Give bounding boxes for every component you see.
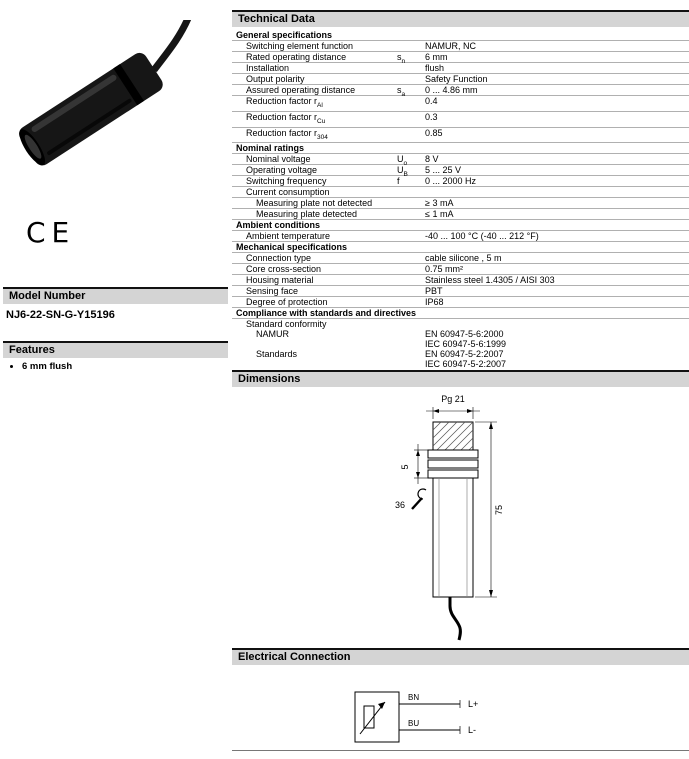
table-row (232, 165, 689, 179)
table-section-row (232, 242, 689, 253)
table-label: Standards (256, 349, 298, 360)
table-label: Housing material (246, 275, 314, 286)
table-label: Measuring plate detected (256, 209, 358, 220)
table-label: Switching frequency (246, 176, 327, 187)
feature-item: • 6 mm flush (22, 361, 72, 372)
table-label: Degree of protection (246, 297, 328, 308)
dimensions-header: Dimensions (232, 370, 689, 387)
table-label: Assured operating distance (246, 85, 356, 95)
table-row (232, 349, 689, 369)
table-section-row (232, 308, 689, 319)
table-label: NAMUR (256, 329, 289, 340)
table-value: 0.85 (425, 127, 443, 138)
table-symbol: $s_n$ (397, 52, 406, 65)
table-label: Switching element function (246, 41, 354, 51)
table-value: cable silicone , 5 m (425, 253, 502, 264)
table-label: Ambient conditions (236, 220, 320, 231)
table-value: flush (425, 63, 445, 73)
table-value: IP68 (425, 297, 444, 308)
table-row (232, 96, 689, 112)
terminal-lminus-label: L- (468, 725, 477, 735)
cable (450, 597, 460, 640)
table-row (232, 209, 689, 220)
ce-mark: CE (26, 216, 76, 249)
table-symbol: $s_a$ (397, 85, 406, 98)
table-label: Reduction factor $r_{Cu}$ (246, 111, 326, 125)
wrench-size-label: 36 (394, 500, 406, 510)
bottom-rule (232, 750, 689, 751)
table-value: ≥ 3 mA (425, 198, 454, 209)
table-value: 8 V (425, 154, 439, 165)
table-value: 0.4 (425, 96, 438, 106)
dimension-drawing (378, 392, 548, 642)
table-label: Ambient temperature (246, 231, 331, 242)
circuit-diagram (340, 686, 530, 748)
table-row (232, 187, 689, 198)
table-label: Reduction factor $r_{Al}$ (246, 96, 323, 109)
table-section-row (232, 220, 689, 231)
table-label: Compliance with standards and directives (236, 308, 417, 319)
table-row (232, 63, 689, 74)
features-header: Features (3, 341, 228, 358)
electrical-connection-header: Electrical Connection (232, 648, 689, 665)
table-value: 6 mm (425, 52, 448, 62)
table-value: 0 ... 4.86 mm (425, 85, 478, 95)
dim-75-label: 75 (494, 504, 504, 516)
model-number-value: NJ6-22-SN-G-Y15196 (6, 309, 115, 321)
table-value: EN 60947-5-2:2007 IEC 60947-5-2:2007 (425, 349, 507, 370)
table-label: Sensing face (246, 286, 299, 297)
table-row (232, 52, 689, 63)
table-label: Rated operating distance (246, 52, 347, 62)
wrench-icon (412, 489, 426, 509)
technical-data-header: Technical Data (232, 10, 689, 27)
table-value: 0.3 (425, 111, 438, 122)
table-label: Connection type (246, 253, 312, 264)
table-symbol: $U_B$ (397, 165, 408, 179)
table-label: Reduction factor $r_{304}$ (246, 127, 328, 141)
table-label: Core cross-section (246, 264, 322, 275)
table-symbol: $U_o$ (397, 154, 408, 168)
wire-bn-label: BN (408, 693, 420, 702)
table-row (232, 198, 689, 209)
table-label: Nominal voltage (246, 154, 311, 165)
table-label: Nominal ratings (236, 143, 305, 154)
wire-bu-label: BU (408, 719, 420, 728)
table-row (232, 329, 689, 349)
table-value: 5 ... 25 V (425, 165, 462, 176)
table-row (232, 85, 689, 96)
table-label: Mechanical specifications (236, 242, 348, 253)
cable (154, 20, 189, 70)
table-row (232, 112, 689, 128)
table-value: NAMUR, NC (425, 41, 476, 51)
technical-data-table (232, 30, 689, 369)
table-row (232, 154, 689, 168)
model-number-header: Model Number (3, 287, 228, 304)
table-label: Operating voltage (246, 165, 318, 176)
table-row (232, 176, 689, 187)
table-row (232, 297, 689, 308)
table-row (232, 231, 689, 242)
table-value: Safety Function (425, 74, 488, 84)
features-list (22, 361, 72, 372)
table-row (232, 264, 689, 275)
table-value: -40 ... 100 °C (-40 ... 212 °F) (425, 231, 539, 242)
table-label: Installation (246, 63, 290, 73)
table-label: Output polarity (246, 74, 305, 84)
table-value: PBT (425, 286, 443, 297)
table-value: 0.75 mm² (425, 264, 464, 275)
table-symbol: f (397, 176, 400, 187)
table-row (232, 275, 689, 286)
table-label: Current consumption (246, 187, 330, 198)
dim-5-label: 5 (400, 464, 410, 470)
table-row (232, 74, 689, 85)
table-label: Measuring plate not detected (256, 198, 373, 209)
table-value: ≤ 1 mA (425, 209, 454, 220)
table-row (232, 128, 689, 144)
product-photo (8, 20, 218, 200)
table-row (232, 41, 689, 52)
table-row (232, 253, 689, 264)
table-row (232, 286, 689, 297)
table-section-row (232, 30, 689, 41)
thread-size-label: Pg 21 (441, 394, 465, 404)
table-row (232, 319, 689, 329)
table-label: Standard conformity (246, 319, 327, 330)
table-section-row (232, 143, 689, 154)
terminal-lplus-label: L+ (468, 699, 479, 709)
table-label: General specifications (236, 30, 333, 40)
table-value: Stainless steel 1.4305 / AISI 303 (425, 275, 555, 286)
table-value: EN 60947-5-6:2000 IEC 60947-5-6:1999 (425, 329, 507, 350)
table-value: 0 ... 2000 Hz (425, 176, 477, 187)
